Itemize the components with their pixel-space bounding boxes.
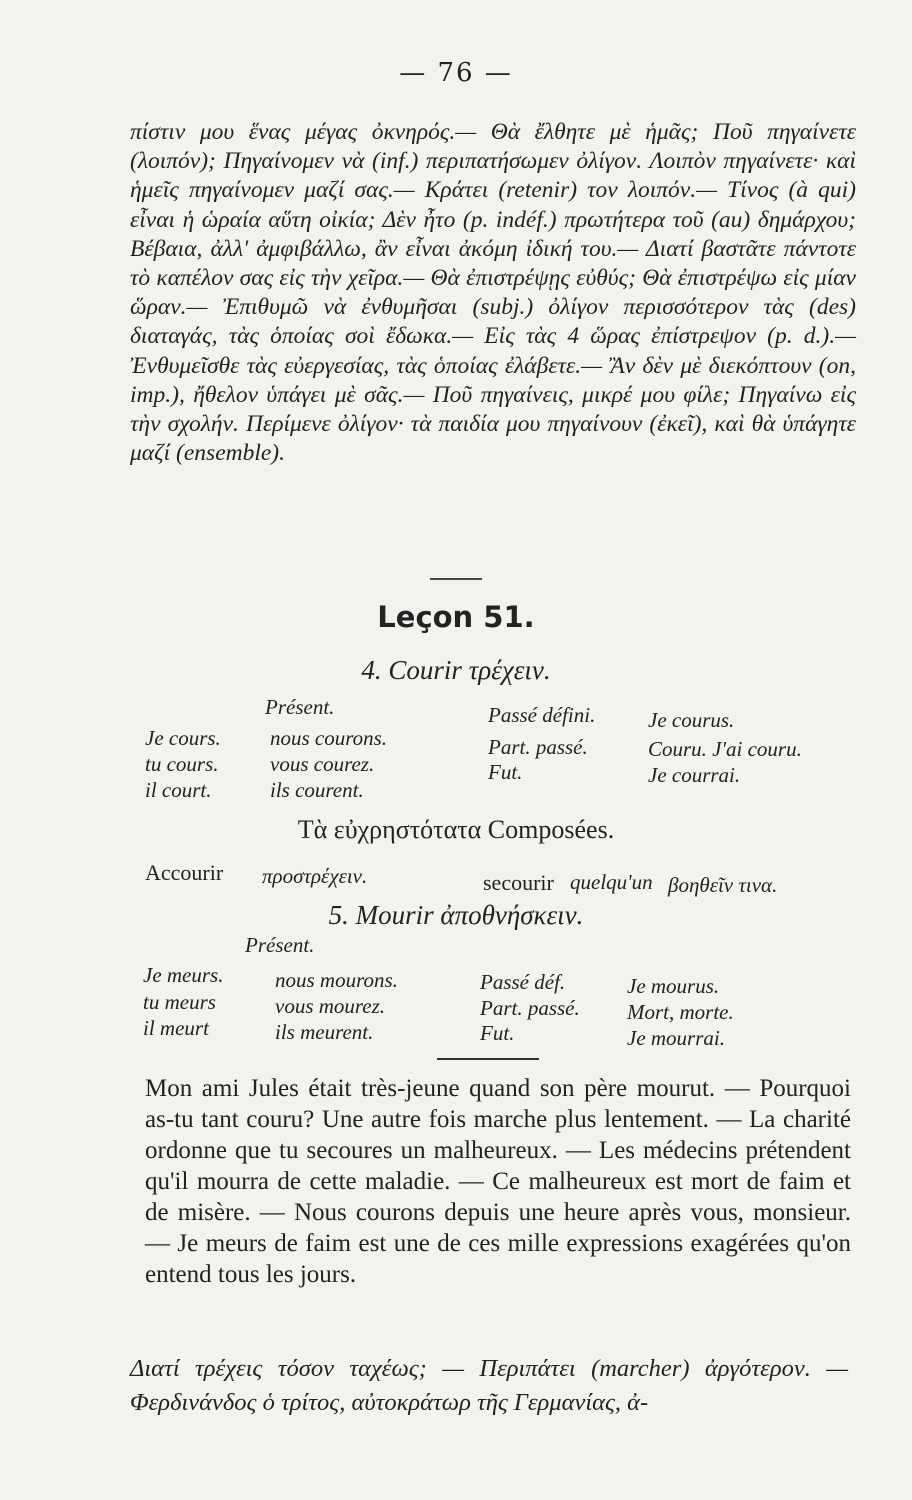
verb-mourir-heading: 5. Mourir ἀποθνήσκειν.: [328, 900, 584, 930]
section-divider-short: [430, 578, 482, 580]
composee-secourir: secourir: [483, 870, 554, 895]
mourir-present-row: il meurt: [143, 1016, 209, 1040]
composee-secourir-object: quelqu'un: [570, 870, 653, 894]
mourir-tense-form: Je mourus.: [627, 974, 720, 998]
composees-heading: Τὰ εὐχρηστότατα Composées.: [297, 815, 615, 844]
courir-tense-form: Couru. J'ai couru.: [648, 737, 802, 761]
mourir-present-row: vous mourez.: [275, 994, 386, 1018]
courir-present-label: Présent.: [265, 695, 335, 719]
composee-accourir-greek: προστρέχειν.: [262, 864, 368, 888]
courir-present-row: vous courez.: [270, 752, 375, 776]
courir-present-row: ils courent.: [270, 778, 364, 802]
courir-tense-label: Part. passé.: [488, 735, 588, 759]
greek-exercise-passage-2: Διατί τρέχεις τόσον ταχέως; — Περιπάτει (marcher) ἀργότερον. — Φερδινάνδος ὁ τρίτος, αὐτοκράτωρ τῆς Γερμανίας, ἀ-: [130, 1355, 848, 1416]
courir-present-row: nous courons.: [270, 726, 388, 750]
mourir-tense-form: Mort, morte.: [627, 1000, 734, 1024]
french-exercise-passage: Mon ami Jules était très-jeune quand son père mourut. — Pourquoi as-tu tant couru? Une autre fois marche plus lentement. — La charité ordonne que tu secoures un malheureux. — Les médecins prétendent qu'il mourra de cette maladie. — Ce malheureux est mort de faim et de misère. — Nous courons depuis une heure après vous, monsieur. — Je meurs de faim est une de ces mille expressions exagérées qu'on entend tous les jours.: [145, 1075, 851, 1288]
mourir-present-row: ils meurent.: [275, 1020, 374, 1044]
mourir-tense-label: Passé déf.: [480, 970, 566, 994]
mourir-present-row: Je meurs.: [143, 963, 224, 987]
mourir-tense-form: Je mourrai.: [627, 1026, 725, 1050]
verb-courir-heading: 4. Courir τρέχειν.: [361, 655, 551, 685]
courir-present-row: Je cours.: [145, 726, 221, 750]
mourir-tense-label: Fut.: [480, 1021, 515, 1045]
composee-secourir-greek: βοηθεῖν τινα.: [668, 873, 778, 897]
courir-tense-form: Je courrai.: [648, 763, 741, 787]
courir-present-row: il court.: [145, 778, 212, 802]
greek-exercise-passage: [130, 118, 856, 468]
section-divider-long: [437, 1058, 539, 1060]
courir-tense-label: Fut.: [488, 760, 523, 784]
mourir-tense-label: Part. passé.: [480, 996, 580, 1020]
courir-tense-form: Je courus.: [648, 708, 735, 732]
greek-passage-text: πίστιν μου ἕνας μέγας ὀκνηρός.— Θὰ ἔλθητε μὲ ἡμᾶς; Ποῦ πηγαίνετε (λοιπόν); Πηγαίνομεν νὰ (inf.) περιπατήσωμεν ὀλίγον. Λοιπὸν πηγαίνετε· καὶ ἡμεῖς πηγαίνομεν μαζί σας.— Κράτει (retenir) τον λοιπόν.— Τίνος (à qui) εἶναι ἡ ὡραία αὕτη οἰκία; Δὲν ἦτο (p. indéf.) πρωτήτερα τοῦ (au) δημάρχου; Βέβαια, ἀλλ' ἀμφιβάλλω, ἂν εἶναι ἀκόμη ἰδική του.— Διατί βαστᾶτε πάντοτε τὸ καπέλον σας εἰς τὴν χεῖρα.— Θὰ ἐπιστρέψῃς εὐθύς; Θὰ ἐπιστρέψω εἰς μίαν ὥραν.— Ἐπιθυμῶ νὰ ἐνθυμῆσαι (subj.) ὀλίγον περισσότερον τὰς (des) διαταγάς, τὰς ὁποίας σοὶ ἔδωκα.— Εἰς τὰς 4 ὥρας ἐπίστρεψον (p. d.).— Ἐνθυμεῖσθε τὰς εὐεργεσίας, τὰς ὁποίας ἐλάβετε.— Ἂν δὲν μὲ διεκόπτουν (on, imp.), ἤθελον ὑπάγει μὲ σᾶς.— Ποῦ πηγαίνεις, μικρέ μου φίλε; Πηγαίνω εἰς τὴν σχολήν. Περίμενε ὀλίγον· τὰ παιδία μου πηγαίνουν (ἐκεῖ), καὶ θὰ ὑπάγητε μαζί (ensemble).: [130, 119, 856, 467]
page-number: — 76 —: [399, 58, 513, 88]
mourir-present-label: Présent.: [245, 933, 315, 957]
mourir-present-row: tu meurs: [143, 990, 216, 1014]
courir-tense-label: Passé défini.: [488, 703, 596, 727]
composee-accourir: Accourir: [145, 860, 224, 885]
mourir-present-row: nous mourons.: [275, 968, 398, 992]
lesson-title: Leçon 51.: [377, 600, 535, 634]
courir-present-row: tu cours.: [145, 752, 219, 776]
